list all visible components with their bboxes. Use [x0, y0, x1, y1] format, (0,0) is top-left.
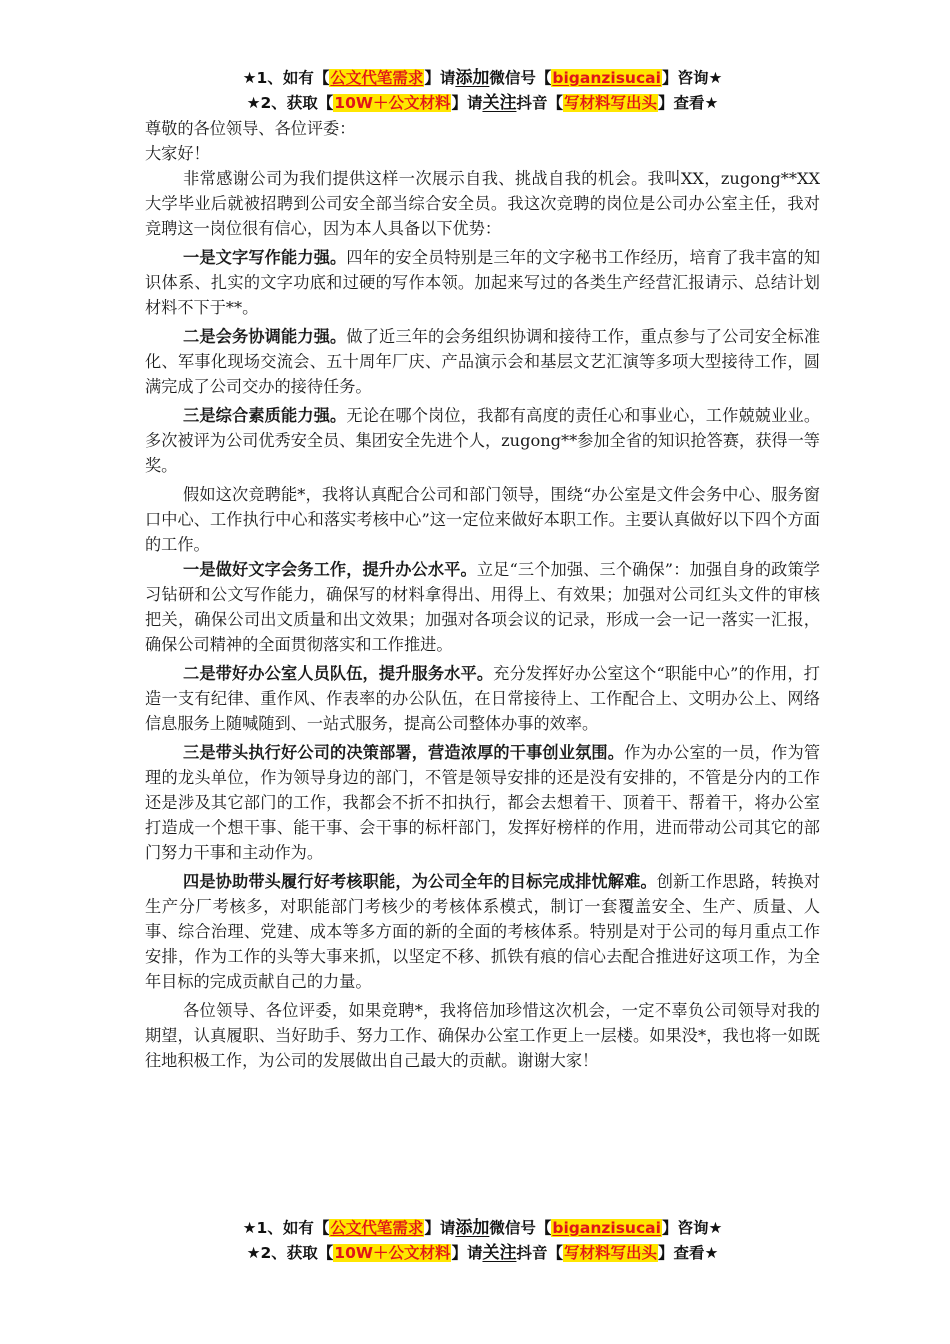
- paragraph-lead: 二是会务协调能力强。: [183, 327, 347, 346]
- promo-text: ★1、如有【: [242, 1219, 330, 1237]
- paragraph-text: 充分发挥好办公室这个“职能中心”的作用，打造一支有纪律、重作风、作表率的办公队伍，在日常接待上、工作配合上、文明办公上、网络信息服务上随喊随到、一站式服务，提高公司整体办事的效率。: [145, 664, 820, 733]
- greeting: 大家好！: [145, 144, 210, 163]
- plan-paragraph: [145, 557, 820, 657]
- highlight-douyin: 写材料写出头: [563, 94, 657, 112]
- promo-text: ★2、获取【: [246, 94, 334, 112]
- paragraph-lead: 一是做好文字会务工作，提升办公水平。: [183, 560, 477, 579]
- promo-emphasis: 关注: [482, 1243, 517, 1263]
- paragraph-text: 无论在哪个岗位，我都有高度的责任心和事业心，工作兢兢业业。多次被评为公司优秀安全员、集团安全先进个人，zugong**参加全省的知识抢答赛，获得一等奖。: [145, 406, 821, 475]
- plan-paragraph: [145, 661, 820, 736]
- strength-paragraph: [145, 324, 820, 399]
- promo-line-1: [145, 1216, 820, 1241]
- promo-text: 抖音【: [516, 1244, 563, 1262]
- highlight-materials: 10W＋公文材料: [334, 1244, 451, 1262]
- promo-text: 微信号【: [489, 69, 552, 87]
- highlight-wechat-id: biganzisucai: [552, 69, 661, 87]
- promo-text: 抖音【: [516, 94, 563, 112]
- plan-intro-paragraph: 假如这次竞聘能*，我将认真配合公司和部门领导，围绕“办公室是文件会务中心、服务窗口中心、工作执行中心和落实考核中心”这一定位来做好本职工作。主要认真做好以下四个方面的工作。: [145, 485, 820, 554]
- promo-text: 】请: [424, 69, 456, 87]
- paragraph-lead: 三是综合素质能力强。: [183, 406, 347, 425]
- promo-emphasis: 关注: [482, 93, 517, 113]
- paragraph-text: 四年的安全员特别是三年的文字秘书工作经历，培育了我丰富的知识体系、扎实的文字功底和过硬的写作本领。加起来写过的各类生产经营汇报请示、总结计划材料不下于**。: [145, 248, 821, 317]
- paragraph-text: 创新工作思路，转换对生产分厂考核多，对职能部门考核少的考核体系模式，制订一套覆盖安全、生产、质量、人事、综合治理、党建、成本等多方面的新的全面的考核体系。特别是对于公司的每月重点工作安排，作为工作的头等大事来抓，以坚定不移、抓铁有痕的信心去配合推进好这项工作，为全年目标的完成贡献自己的力量。: [145, 872, 821, 991]
- promo-line-1: [145, 66, 820, 91]
- bottom-promo: [145, 1216, 820, 1266]
- intro-paragraph: 非常感谢公司为我们提供这样一次展示自我、挑战自我的机会。我叫XX，zugong**XX大学毕业后就被招聘到公司安全部当综合安全员。我这次竞聘的岗位是公司办公室主任，我对竞聘这一岗位很有信心，因为本人具备以下优势：: [145, 169, 820, 238]
- promo-text: 】请: [451, 1244, 483, 1262]
- paragraph-lead: 二是带好办公室人员队伍，提升服务水平。: [183, 664, 494, 683]
- paragraph-text: 做了近三年的会务组织协调和接待工作，重点参与了公司安全标准化、军事化现场交流会、五十周年厂庆、产品演示会和基层文艺汇演等多项大型接待工作，圆满完成了公司交办的接待任务。: [145, 327, 821, 396]
- promo-text: 】咨询★: [661, 69, 723, 87]
- promo-text: 】咨询★: [661, 1219, 723, 1237]
- promo-emphasis: 添加: [455, 1218, 490, 1238]
- promo-text: 】请: [424, 1219, 456, 1237]
- paragraph-lead: 四是协助带头履行好考核职能，为公司全年的目标完成排忧解难。: [183, 872, 657, 891]
- promo-text: 】查看★: [658, 94, 719, 112]
- plan-paragraph: [145, 740, 820, 865]
- document-body: [145, 116, 820, 1073]
- paragraph-lead: 一是文字写作能力强。: [183, 248, 347, 267]
- paragraph-text: 作为办公室的一员，作为管理的龙头单位，作为领导身边的部门，不管是领导安排的还是没有安排的，不管是分内的工作还是涉及其它部门的工作，我都会不折不扣执行，都会去想着干、顶着干、帮着干，将办公室打造成一个想干事、能干事、会干事的标杆部门，发挥好榜样的作用，进而带动公司其它的部门努力干事和主动作为。: [145, 743, 821, 862]
- promo-text: 】请: [451, 94, 483, 112]
- promo-line-2: [145, 91, 820, 116]
- promo-text: ★2、获取【: [246, 1244, 334, 1262]
- closing-paragraph: 各位领导、各位评委，如果竞聘*，我将倍加珍惜这次机会，一定不辜负公司领导对我的期望，认真履职、当好助手、努力工作、确保办公室工作更上一层楼。如果没*，我也将一如既往地积极工作，为公司的发展做出自己最大的贡献。谢谢大家！: [145, 1001, 820, 1070]
- plan-paragraph: [145, 869, 820, 994]
- highlight-materials: 10W＋公文材料: [334, 94, 451, 112]
- promo-text: 】查看★: [658, 1244, 719, 1262]
- strength-paragraph: [145, 245, 820, 320]
- highlight-service: 公文代笔需求: [330, 1219, 424, 1237]
- salutation: 尊敬的各位领导、各位评委：: [145, 119, 356, 138]
- highlight-service: 公文代笔需求: [330, 69, 424, 87]
- paragraph-text: 立足“三个加强、三个确保”：加强自身的政策学习钻研和公文写作能力，确保写的材料拿得出、用得上、有效果；加强对公司红头文件的审核把关，确保公司出文质量和出文效果；加强对各项会议的记录，形成一会一记一落实一汇报，确保公司精神的全面贯彻落实和工作推进。: [145, 560, 820, 654]
- promo-text: 微信号【: [489, 1219, 552, 1237]
- highlight-douyin: 写材料写出头: [563, 1244, 657, 1262]
- strength-paragraph: [145, 403, 820, 478]
- promo-emphasis: 添加: [455, 68, 490, 88]
- highlight-wechat-id: biganzisucai: [552, 1219, 661, 1237]
- document-page: [145, 66, 820, 1073]
- paragraph-lead: 三是带头执行好公司的决策部署，营造浓厚的干事创业氛围。: [183, 743, 625, 762]
- promo-text: ★1、如有【: [242, 69, 330, 87]
- promo-line-2: [145, 1241, 820, 1266]
